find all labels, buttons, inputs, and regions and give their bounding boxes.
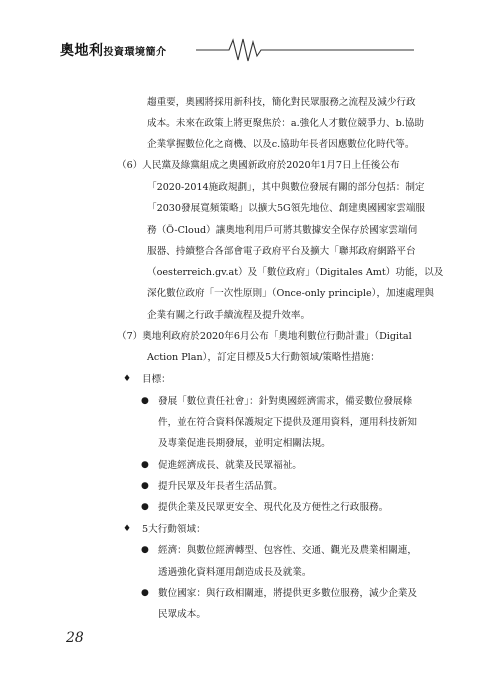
list-item-text: 發展「數位責任社會」：針對奧國經濟需求，備妥數位發展條 [158, 396, 413, 407]
text-line: 深化數位政府「一次性原則」（Once-only principle），加速處理與 [147, 288, 434, 299]
diamond-bullet-icon: ♦ [123, 524, 132, 534]
text-line: 趨重要，奧國將採用新科技，簡化對民眾服務之流程及減少行政 [147, 97, 416, 108]
dot-bullet-icon: ● [141, 545, 149, 555]
text-line: 企業有關之行政手續流程及提升效率。 [147, 310, 311, 321]
text-line: 務（Ö-Cloud）讓奧地利用戶可將其數據安全保存於國家雲端伺 [147, 225, 418, 236]
list-item-text: 及專業促進長期發展，並明定相關法規。 [158, 438, 331, 449]
text-line: （6）人民黨及綠黨組成之奧國新政府於2020年1月7日上任後公布 [117, 160, 400, 171]
text-line: 成本。未來在政策上將更聚焦於：a.強化人才數位競爭力、b.協助 [147, 118, 424, 129]
section-label-goals: 目標： [142, 374, 171, 385]
list-item-text: 促進經濟成長、就業及民眾福祉。 [158, 460, 302, 471]
page-number: 28 [66, 630, 84, 646]
diamond-bullet-icon: ♦ [123, 374, 132, 384]
text-line: 企業掌握數位化之商機、以及c.協助年長者因應數位化時代等。 [147, 139, 415, 150]
dot-bullet-icon: ● [141, 396, 149, 406]
list-item-text: 透過強化資料運用創造成長及就業。 [158, 567, 312, 578]
text-line: （7）奧地利政府於2020年6月公布「奧地利數位行動計畫」（Digital [117, 331, 412, 342]
text-line: （oesterreich.gv.at）及「數位政府」（Digitales Amt）功能，以及 [147, 267, 444, 278]
list-item-text: 民眾成本。 [158, 609, 206, 620]
section-label-fields: 5大行動領域： [142, 524, 206, 535]
list-item-text: 提供企業及民眾更安全、現代化及方便性之行政服務。 [158, 502, 389, 513]
list-item-text: 件，並在符合資料保護規定下提供及運用資料，運用科技新知 [158, 417, 418, 428]
dot-bullet-icon: ● [141, 502, 149, 512]
dot-bullet-icon: ● [141, 481, 149, 491]
list-item-text: 經濟：與數位經濟轉型、包容性、交通、觀光及農業相關連， [158, 545, 418, 556]
dot-bullet-icon: ● [141, 588, 149, 598]
text-line: 服器、持續整合各部會電子政府平台及擴大「聯邦政府網路平台 [147, 246, 416, 257]
header-title-main: 奧地利 [60, 43, 104, 59]
list-item-text: 提升民眾及年長者生活品質。 [158, 481, 283, 492]
text-line: Action Plan），訂定目標及5大行動領域/策略性措施： [147, 352, 380, 363]
header-title-sub: 投資環境簡介 [103, 47, 167, 58]
text-line: 「2020-2014施政規劃」，其中與數位發展有關的部分包括：制定 [147, 182, 425, 193]
text-line: 「2030發展寬頻策略」以擴大5G領先地位、創建奧國國家雲端服 [147, 203, 426, 214]
dot-bullet-icon: ● [141, 460, 149, 470]
list-item-text: 數位國家：與行政相關連，將提供更多數位服務，減少企業及 [158, 588, 418, 599]
